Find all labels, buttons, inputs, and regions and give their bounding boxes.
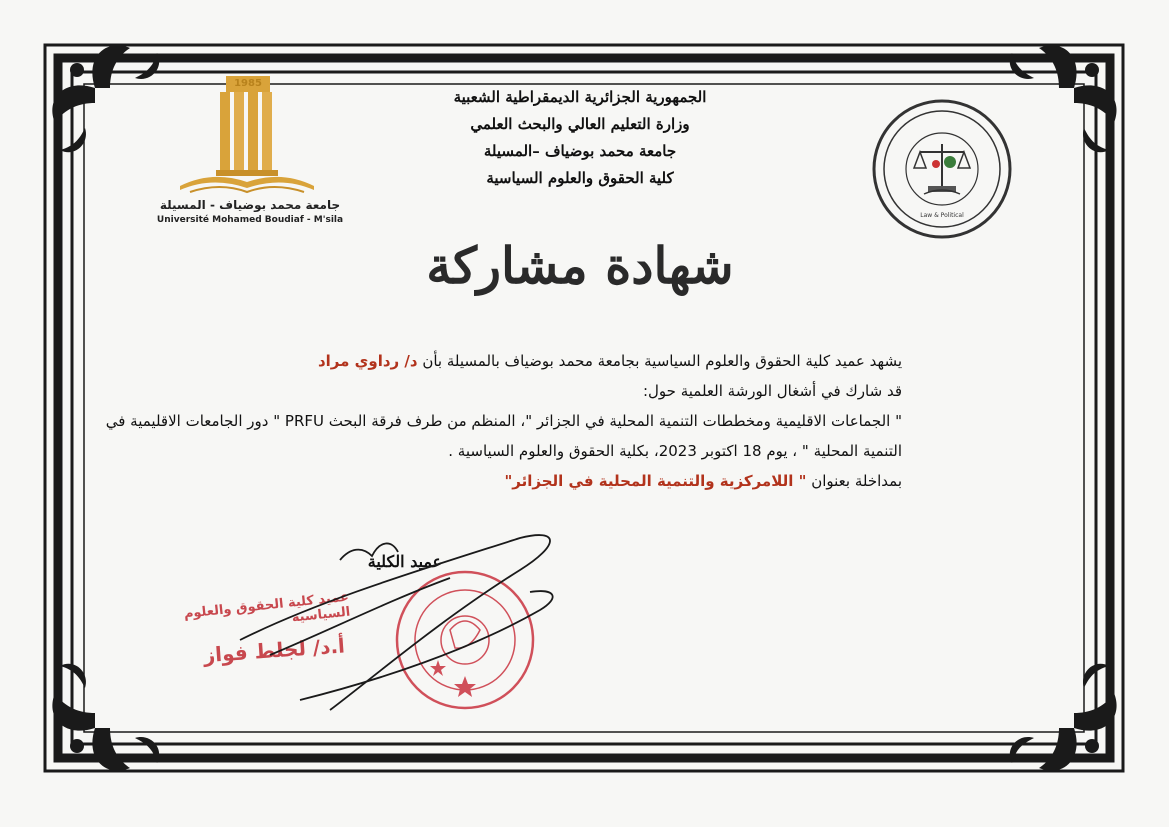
dean-stamp-name: أ.د/ لجلط فواز xyxy=(202,633,346,668)
header-republic: الجمهورية الجزائرية الديمقراطية الشعبية xyxy=(453,88,707,106)
faculty-seal xyxy=(862,96,1022,242)
certificate-title: شهادة مشاركة xyxy=(426,236,734,295)
participant-name: د/ رداوي مراد xyxy=(317,352,418,370)
body-line-5-prefix: بمداخلة بعنوان xyxy=(806,472,902,490)
university-name-ar: جامعة محمد بوضياف - المسيلة xyxy=(159,198,341,212)
founding-year: 1985 xyxy=(234,78,262,89)
dean-stamp-title: عميد كلية الحقوق والعلوم السياسية xyxy=(183,589,352,626)
dean-title: عميد الكلية xyxy=(367,552,443,571)
intervention-title: " اللامركزية والتنمية المحلية في الجزائر" xyxy=(504,472,807,490)
body-line-1-prefix: يشهد عميد كلية الحقوق والعلوم السياسية بجامعة محمد بوضياف بالمسيلة بأن xyxy=(417,352,902,370)
university-tower-icon xyxy=(150,74,350,199)
certificate-header xyxy=(330,84,830,192)
body-line-3: " الجماعات الاقليمية ومخططات التنمية المحلية في الجزائر "، المنظم من طرف فرقة البحث PRFU " دور الجامعات الاقليمية في xyxy=(105,412,902,430)
header-university: جامعة محمد بوضياف –المسيلة xyxy=(483,142,677,160)
header-ministry: وزارة التعليم العالي والبحث العلمي xyxy=(470,115,690,133)
body-line-5 xyxy=(150,466,902,496)
university-name-fr: Université Mohamed Boudiaf - M'sila xyxy=(156,215,344,225)
body-line-4: التنمية المحلية " ، يوم 18 اكتوبر 2023، بكلية الحقوق والعلوم السياسية . xyxy=(448,442,902,460)
university-logo xyxy=(150,74,350,234)
body-line-1 xyxy=(150,346,902,376)
certificate-body xyxy=(105,346,902,496)
header-faculty: كلية الحقوق والعلوم السياسية xyxy=(486,169,674,187)
body-line-2: قد شارك في أشغال الورشة العلمية حول: xyxy=(642,382,902,400)
seal-label: Law & Political xyxy=(920,212,964,219)
faculty-seal-icon xyxy=(862,96,1022,242)
